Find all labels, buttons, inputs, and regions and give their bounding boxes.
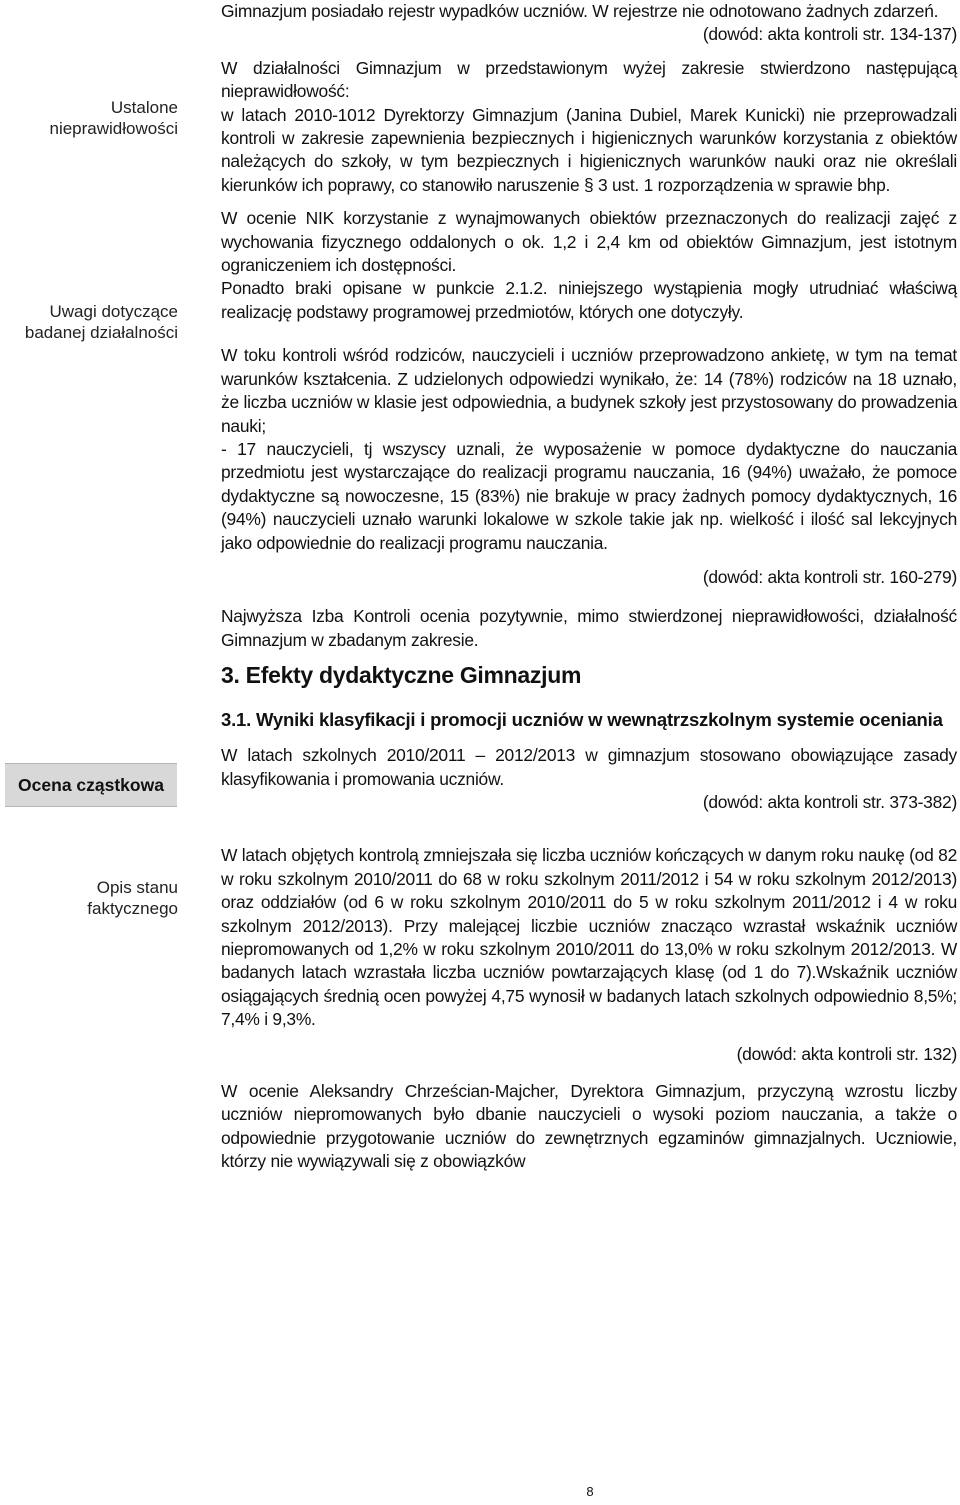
evidence-reference: (dowód: akta kontroli str. 373-382)	[702, 791, 957, 812]
margin-label-uwagi: Uwagi dotyczące badanej działalności	[24, 302, 178, 342]
document-body	[221, 0, 957, 1174]
paragraph: - 17 nauczycieli, tj wszyscy uznali, że wyposażenie w pomoce dydaktyczne do nauczania przedmiotu jest wystarczające do realizacji programu nauczania, 16 (94%) uważało, że pomoce dydaktyczne są nowoczesne, 15 (83%) nie brakuje w pracy żadnych pomocy dydaktycznych, 16 (94%) nauczycieli uznało warunki lokalowe w szkole takie jak np. wielkość i ilość sal lekcyjnych jako odpowiednie do realizacji programu nauczania.	[221, 438, 957, 553]
paragraph: Gimnazjum posiadało rejestr wypadków uczniów. W rejestrze nie odnotowano żadnych zdarzeń.	[221, 1, 939, 21]
paragraph: W latach objętych kontrolą zmniejszała się liczba uczniów kończących w danym roku naukę (od 82 w roku szkolnym 2010/2011 do 68 w roku szkolnym 2011/2012 i 54 w roku szkolnym 2012/2013) oraz oddziałów (od 6 w roku szkolnym 2010/2011 do 5 w roku szkolnym 2011/2012 i 4 w roku szkolnym 2012/2013). Przy malejącej liczbie uczniów znacząco wzrastał wskaźnik uczniów niepromowanych od 1,2% w roku szkolnym 2010/2011 do 13,0% w roku szkolnym 2012/2013. W badanych latach wzrastała liczba uczniów powtarzających klasę (od 1 do 7).Wskaźnik uczniów osiągających średnią ocen powyżej 4,75 wynosił w badanych latach szkolnych odpowiednio 8,5%; 7,4% i 9,3%.	[221, 845, 957, 1030]
paragraph: W ocenie NIK korzystanie z wynajmowanych obiektów przeznaczonych do realizacji zajęć z wychowania fizycznego oddalonych o ok. 1,2 i 2,4 km od obiektów Gimnazjum, jest istotnym ograniczeniem ich dostępności.	[221, 208, 957, 276]
margin-label-ocena: Ocena cząstkowa	[5, 764, 177, 806]
paragraph: Najwyższa Izba Kontroli ocenia pozytywnie, mimo stwierdzonej nieprawidłowości, działalność Gimnazjum w zbadanym zakresie.	[221, 606, 957, 650]
page-number: 8	[586, 1484, 594, 1499]
paragraph: W działalności Gimnazjum w przedstawionym wyżej zakresie stwierdzono następującą nieprawidłowość:	[221, 57, 957, 102]
margin-divider	[5, 806, 177, 807]
paragraph: w latach 2010-1012 Dyrektorzy Gimnazjum (Janina Dubiel, Marek Kunicki) nie przeprowadzali kontroli w zakresie zapewnienia bezpiecznych i higienicznych warunków korzystania z obiektów należących do szkoły, w tym bezpiecznych i higienicznych warunków nauki oraz nie określali kierunków ich poprawy, co stanowiło naruszenie § 3 ust. 1 rozporządzenia w sprawie bhp.	[221, 104, 957, 195]
evidence-reference: (dowód: akta kontroli str. 134-137)	[702, 24, 957, 45]
evidence-reference: (dowód: akta kontroli str. 132)	[736, 1043, 957, 1064]
evidence-reference: (dowód: akta kontroli str. 160-279)	[702, 566, 957, 587]
section-heading: 3. Efekty dydaktyczne Gimnazjum	[221, 662, 582, 689]
subsection-heading: 3.1. Wyniki klasyfikacji i promocji uczniów w wewnątrzszkolnym systemie oceniania	[221, 709, 943, 731]
paragraph: Ponadto braki opisane w punkcie 2.1.2. niniejszego wystąpienia mogły utrudniać właściwą realizację podstawy programowej przedmiotów, których one dotyczyły.	[221, 278, 957, 322]
paragraph: W toku kontroli wśród rodziców, nauczycieli i uczniów przeprowadzono ankietę, w tym na temat warunków kształcenia. Z udzielonych odpowiedzi wynikało, że: 14 (78%) rodziców na 18 uznało, że liczba uczniów w klasie jest odpowiednia, a budynek szkoły jest przystosowany do prowadzenia nauki;	[221, 345, 957, 436]
paragraph: W latach szkolnych 2010/2011 – 2012/2013 w gimnazjum stosowano obowiązujące zasady klasyfikowania i promowania uczniów.	[221, 745, 957, 789]
margin-label-opis: Opis stanu faktycznego	[87, 878, 178, 918]
margin-sidebar	[0, 0, 205, 1505]
margin-label-ustalone: Ustalone nieprawidłowości	[49, 98, 178, 138]
paragraph: W ocenie Aleksandry Chrześcian-Majcher, Dyrektora Gimnazjum, przyczyną wzrostu liczby uczniów niepromowanych było dbanie nauczycieli o wysoki poziom nauczania, a także o odpowiednie przygotowanie uczniów do zewnętrznych egzaminów gimnazjalnych. Uczniowie, którzy nie wywiązywali się z obowiązków	[221, 1081, 957, 1172]
